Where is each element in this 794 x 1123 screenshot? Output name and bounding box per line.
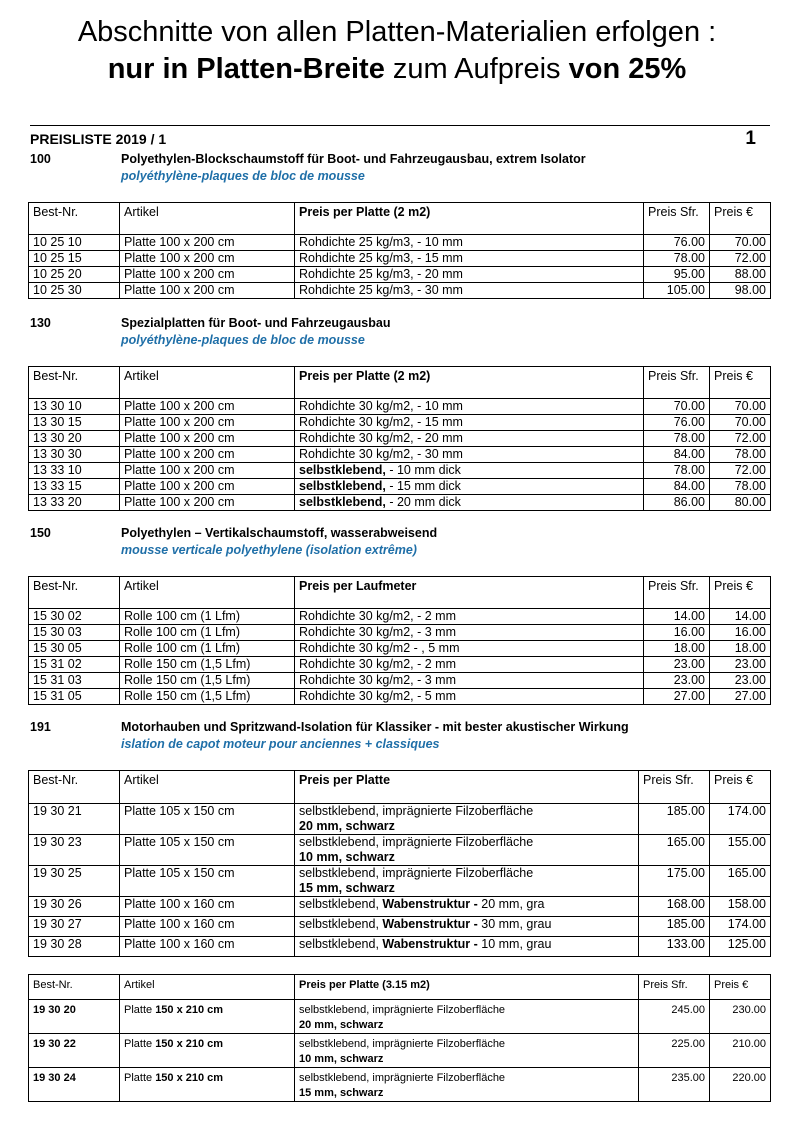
cell-sfr: 168.00 [639,897,710,917]
cell-desc: Rohdichte 25 kg/m3, - 20 mm [295,267,644,283]
cell-nr: 13 30 15 [29,415,120,431]
cell-nr: 19 30 22 [29,1034,120,1068]
page-number: 1 [745,128,756,149]
cell-sfr: 27.00 [644,689,710,705]
col-best-nr: Best-Nr. [29,203,120,235]
col-best-nr: Best-Nr. [29,771,120,804]
col-artikel: Artikel [120,367,295,399]
cell-desc: Rohdichte 25 kg/m3, - 30 mm [295,283,644,299]
cell-nr: 13 33 20 [29,495,120,511]
cell-eur: 70.00 [710,399,771,415]
desc-bold: Wabenstruktur - [382,917,478,931]
cell-desc: Rohdichte 30 kg/m2 - , 5 mm [295,641,644,657]
cell-artikel: Platte 105 x 150 cm [120,804,295,835]
price-table-191 [28,770,771,957]
section-code: 150 [30,526,51,540]
desc-rest: 30 mm, grau [477,917,552,931]
cell-artikel: Platte 105 x 150 cm [120,835,295,866]
table-row [29,673,771,689]
cell-nr: 19 30 26 [29,897,120,917]
cell-desc [295,866,639,897]
section-title: Spezialplatten für Boot- und Fahrzeugausbau [121,316,391,330]
table-row [29,1068,771,1102]
cell-artikel: Platte 100 x 200 cm [120,399,295,415]
table-header-row [29,975,771,1000]
section-code: 130 [30,316,51,330]
table-header-row [29,771,771,804]
cell-eur: 210.00 [710,1034,771,1068]
col-artikel: Artikel [120,203,295,235]
page-header [0,14,794,88]
cell-desc [295,835,639,866]
table-row [29,431,771,447]
table-header-row [29,577,771,609]
cell-artikel: Platte 100 x 200 cm [120,283,295,299]
price-table-191-large [28,974,771,1102]
col-artikel: Artikel [120,577,295,609]
cell-eur: 125.00 [710,937,771,957]
desc-spec: 20 mm, schwarz [299,1019,384,1031]
cell-artikel: Platte 100 x 200 cm [120,495,295,511]
cell-sfr: 95.00 [644,267,710,283]
cell-desc: Rohdichte 30 kg/m2, - 2 mm [295,657,644,673]
cell-sfr: 78.00 [644,431,710,447]
cell-nr: 19 30 21 [29,804,120,835]
cell-artikel: Platte 100 x 160 cm [120,917,295,937]
cell-desc [295,897,639,917]
cell-nr: 10 25 15 [29,251,120,267]
cell-sfr: 133.00 [639,937,710,957]
cell-nr: 19 30 23 [29,835,120,866]
desc-line: selbstklebend, imprägnierte Filzoberfläche [299,866,534,880]
cell-eur: 174.00 [710,804,771,835]
table-row [29,657,771,673]
cell-desc: Rohdichte 25 kg/m3, - 15 mm [295,251,644,267]
desc-line: selbstklebend, imprägnierte Filzoberfläche [299,1004,506,1016]
col-price-per: Preis per Platte (3.15 m2) [295,975,639,1000]
cell-sfr: 23.00 [644,657,710,673]
header-emphasis-percent: von 25% [568,53,687,85]
cell-artikel: Platte 100 x 200 cm [120,235,295,251]
desc-pre: selbstklebend, [299,937,383,951]
table-row [29,463,771,479]
cell-sfr: 76.00 [644,415,710,431]
cell-eur: 220.00 [710,1068,771,1102]
col-preis-sfr: Preis Sfr. [639,975,710,1000]
table-row [29,235,771,251]
table-row [29,897,771,917]
desc-spec: 10 mm, schwarz [299,850,395,864]
header-line-1: Abschnitte von allen Platten-Materialien erfolgen : [77,16,717,48]
artikel-size: 150 x 210 cm [155,1004,224,1016]
cell-desc: Rohdichte 30 kg/m2, - 3 mm [295,625,644,641]
col-best-nr: Best-Nr. [29,367,120,399]
section-code: 100 [30,152,51,166]
desc-bold: selbstklebend, [299,495,386,509]
cell-sfr: 70.00 [644,399,710,415]
table-row [29,251,771,267]
cell-eur: 230.00 [710,1000,771,1034]
cell-artikel [120,1034,295,1068]
table-row [29,866,771,897]
cell-nr: 15 30 02 [29,609,120,625]
cell-desc: Rohdichte 30 kg/m2, - 30 mm [295,447,644,463]
cell-desc [295,463,644,479]
cell-eur: 88.00 [710,267,771,283]
cell-sfr: 16.00 [644,625,710,641]
cell-nr: 13 30 30 [29,447,120,463]
desc-bold: selbstklebend, [299,479,386,493]
cell-nr: 19 30 28 [29,937,120,957]
cell-desc: Rohdichte 30 kg/m2, - 5 mm [295,689,644,705]
cell-desc: Rohdichte 25 kg/m3, - 10 mm [295,235,644,251]
section-subtitle: mousse verticale polyethylene (isolation extrême) [121,543,417,557]
cell-sfr: 185.00 [639,917,710,937]
cell-artikel: Platte 100 x 200 cm [120,463,295,479]
cell-nr: 15 30 05 [29,641,120,657]
section-subtitle: polyéthylène-plaques de bloc de mousse [121,169,365,183]
header-surcharge-text: zum Aufpreis [384,53,569,85]
cell-desc: Rohdichte 30 kg/m2, - 20 mm [295,431,644,447]
cell-eur: 155.00 [710,835,771,866]
cell-eur: 72.00 [710,251,771,267]
cell-sfr: 105.00 [644,283,710,299]
cell-desc [295,1000,639,1034]
cell-eur: 98.00 [710,283,771,299]
cell-nr: 15 30 03 [29,625,120,641]
cell-sfr: 165.00 [639,835,710,866]
artikel-size: 150 x 210 cm [155,1072,224,1084]
cell-sfr: 84.00 [644,447,710,463]
cell-eur: 165.00 [710,866,771,897]
cell-desc: Rohdichte 30 kg/m2, - 10 mm [295,399,644,415]
cell-artikel: Rolle 100 cm (1 Lfm) [120,625,295,641]
cell-artikel: Rolle 150 cm (1,5 Lfm) [120,689,295,705]
table-row [29,689,771,705]
col-preis-eur: Preis € [710,203,771,235]
desc-line: selbstklebend, imprägnierte Filzoberfläche [299,1038,506,1050]
cell-sfr: 245.00 [639,1000,710,1034]
table-row [29,447,771,463]
cell-nr: 10 25 10 [29,235,120,251]
cell-sfr: 23.00 [644,673,710,689]
cell-artikel: Platte 100 x 200 cm [120,447,295,463]
desc-pre: selbstklebend, [299,917,383,931]
cell-eur: 27.00 [710,689,771,705]
cell-nr: 13 30 20 [29,431,120,447]
col-preis-eur: Preis € [710,577,771,609]
cell-nr: 19 30 20 [29,1000,120,1034]
cell-desc [295,917,639,937]
table-row [29,1034,771,1068]
cell-sfr: 78.00 [644,251,710,267]
header-emphasis-width: nur in Platten-Breite [107,53,385,85]
price-table-150 [28,576,771,705]
section-title: Polyethylen-Blockschaumstoff für Boot- und Fahrzeugausbau, extrem Isolator [121,152,586,166]
cell-desc: Rohdichte 30 kg/m2, - 2 mm [295,609,644,625]
desc-bold: Wabenstruktur - [382,897,478,911]
col-price-per: Preis per Platte [295,771,639,804]
table-row [29,415,771,431]
cell-sfr: 225.00 [639,1034,710,1068]
cell-nr: 13 33 10 [29,463,120,479]
desc-line: selbstklebend, imprägnierte Filzoberfläche [299,1072,506,1084]
col-preis-eur: Preis € [710,771,771,804]
price-table-100 [28,202,771,299]
cell-artikel: Rolle 150 cm (1,5 Lfm) [120,673,295,689]
artikel-pre: Platte [124,1038,156,1050]
table-row [29,835,771,866]
col-preis-eur: Preis € [710,367,771,399]
price-table-130 [28,366,771,511]
desc-spec: 15 mm, schwarz [299,1087,384,1099]
price-list-heading [30,125,770,151]
table-row [29,609,771,625]
cell-eur: 80.00 [710,495,771,511]
artikel-size: 150 x 210 cm [155,1038,224,1050]
cell-artikel [120,1000,295,1034]
table-row [29,267,771,283]
col-preis-sfr: Preis Sfr. [644,203,710,235]
cell-eur: 16.00 [710,625,771,641]
table-row [29,625,771,641]
section-title: Motorhauben und Spritzwand-Isolation für Klassiker - mit bester akustischer Wirkung [121,720,629,734]
cell-eur: 78.00 [710,447,771,463]
cell-artikel: Platte 100 x 200 cm [120,431,295,447]
cell-eur: 70.00 [710,415,771,431]
cell-nr: 19 30 27 [29,917,120,937]
cell-eur: 23.00 [710,657,771,673]
cell-artikel: Rolle 100 cm (1 Lfm) [120,641,295,657]
section-subtitle: islation de capot moteur pour anciennes + classiques [121,737,440,751]
table-row [29,937,771,957]
desc-rest: 20 mm, gra [477,897,545,911]
desc-rest: - 20 mm dick [385,495,461,509]
cell-sfr: 78.00 [644,463,710,479]
artikel-pre: Platte [124,1072,156,1084]
cell-artikel: Rolle 150 cm (1,5 Lfm) [120,657,295,673]
desc-bold: Wabenstruktur - [382,937,478,951]
desc-rest: 10 mm, grau [477,937,552,951]
cell-eur: 70.00 [710,235,771,251]
cell-sfr: 175.00 [639,866,710,897]
cell-artikel: Platte 100 x 200 cm [120,251,295,267]
section-subtitle: polyéthylène-plaques de bloc de mousse [121,333,365,347]
price-list-title: PREISLISTE 2019 / 1 [30,131,167,147]
artikel-pre: Platte [124,1004,156,1016]
cell-eur: 72.00 [710,463,771,479]
cell-eur: 78.00 [710,479,771,495]
desc-spec: 10 mm, schwarz [299,1053,384,1065]
table-row [29,495,771,511]
cell-artikel: Platte 100 x 200 cm [120,267,295,283]
cell-nr: 15 31 03 [29,673,120,689]
col-preis-sfr: Preis Sfr. [644,367,710,399]
cell-artikel: Platte 105 x 150 cm [120,866,295,897]
cell-desc [295,1068,639,1102]
desc-spec: 20 mm, schwarz [299,819,395,833]
col-price-per: Preis per Platte (2 m2) [295,367,644,399]
cell-artikel [120,1068,295,1102]
table-row [29,917,771,937]
table-header-row [29,203,771,235]
table-row [29,399,771,415]
cell-eur: 14.00 [710,609,771,625]
cell-desc [295,479,644,495]
cell-desc: Rohdichte 30 kg/m2, - 15 mm [295,415,644,431]
table-row [29,804,771,835]
header-line-2 [0,51,794,88]
cell-sfr: 76.00 [644,235,710,251]
col-price-per: Preis per Laufmeter [295,577,644,609]
col-best-nr: Best-Nr. [29,975,120,1000]
cell-desc [295,1034,639,1068]
cell-eur: 158.00 [710,897,771,917]
cell-eur: 72.00 [710,431,771,447]
cell-artikel: Rolle 100 cm (1 Lfm) [120,609,295,625]
cell-desc [295,937,639,957]
desc-rest: - 15 mm dick [385,479,461,493]
cell-nr: 13 30 10 [29,399,120,415]
section-code: 191 [30,720,51,734]
table-row [29,479,771,495]
col-best-nr: Best-Nr. [29,577,120,609]
cell-eur: 174.00 [710,917,771,937]
cell-eur: 18.00 [710,641,771,657]
cell-eur: 23.00 [710,673,771,689]
cell-sfr: 18.00 [644,641,710,657]
cell-artikel: Platte 100 x 200 cm [120,415,295,431]
desc-line: selbstklebend, imprägnierte Filzoberfläche [299,835,534,849]
cell-sfr: 84.00 [644,479,710,495]
cell-desc [295,804,639,835]
cell-sfr: 14.00 [644,609,710,625]
cell-artikel: Platte 100 x 160 cm [120,897,295,917]
cell-sfr: 235.00 [639,1068,710,1102]
col-artikel: Artikel [120,975,295,1000]
cell-sfr: 86.00 [644,495,710,511]
desc-bold: selbstklebend, [299,463,386,477]
cell-nr: 10 25 30 [29,283,120,299]
col-artikel: Artikel [120,771,295,804]
col-price-per: Preis per Platte (2 m2) [295,203,644,235]
cell-nr: 13 33 15 [29,479,120,495]
cell-desc: Rohdichte 30 kg/m2, - 3 mm [295,673,644,689]
col-preis-eur: Preis € [710,975,771,1000]
cell-nr: 10 25 20 [29,267,120,283]
col-preis-sfr: Preis Sfr. [639,771,710,804]
cell-nr: 19 30 25 [29,866,120,897]
cell-artikel: Platte 100 x 160 cm [120,937,295,957]
table-row [29,641,771,657]
desc-spec: 15 mm, schwarz [299,881,395,895]
cell-sfr: 185.00 [639,804,710,835]
section-title: Polyethylen – Vertikalschaumstoff, wasserabweisend [121,526,438,540]
cell-artikel: Platte 100 x 200 cm [120,479,295,495]
cell-nr: 15 31 02 [29,657,120,673]
col-preis-sfr: Preis Sfr. [644,577,710,609]
cell-nr: 15 31 05 [29,689,120,705]
desc-pre: selbstklebend, [299,897,383,911]
table-row [29,1000,771,1034]
table-header-row [29,367,771,399]
table-row [29,283,771,299]
desc-line: selbstklebend, imprägnierte Filzoberfläche [299,804,534,818]
cell-desc [295,495,644,511]
cell-nr: 19 30 24 [29,1068,120,1102]
desc-rest: - 10 mm dick [385,463,461,477]
